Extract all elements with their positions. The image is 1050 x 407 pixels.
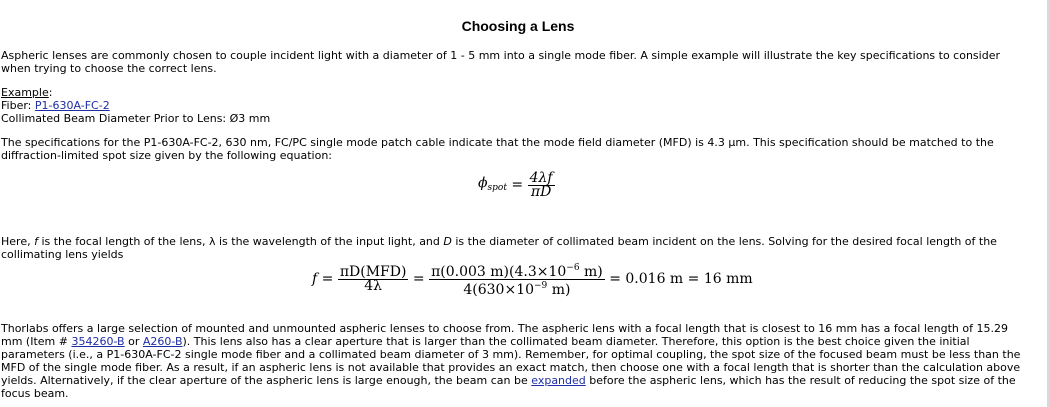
- eq2-frac1-numerator: πD(MFD): [339, 264, 407, 280]
- here-text-3: is the diameter of collimated beam incident on the lens. Solving for the desired focal length of the collimating lens yields: [1, 235, 997, 261]
- eq1-denominator: πD: [530, 184, 552, 200]
- here-text-1: Here,: [1, 235, 35, 248]
- eq2-frac2-den-a: 4(630×10: [463, 282, 535, 298]
- eq1-sub: spot: [487, 182, 507, 193]
- spec-paragraph: The specifications for the P1-630A-FC-2, 630 nm, FC/PC single mode patch cable indicate that the mode field diameter (MFD) is 4.3 µm. This specification should be matched to the diffraction-limited spot size given by the following equation:: [1, 136, 994, 162]
- example-heading: Example: [1, 86, 49, 99]
- example-fiber-line: [1, 99, 1031, 112]
- eq2-frac1-denominator: 4λ: [364, 278, 383, 294]
- eq2-frac2-numerator: [429, 262, 605, 280]
- example-block: [1, 86, 1031, 125]
- eq2-fraction-2: [429, 262, 605, 297]
- page-title: Choosing a Lens: [461, 18, 575, 34]
- here-f: f: [34, 235, 38, 248]
- focal-length-equation: [312, 262, 753, 297]
- eq2-result: = 0.016 m = 16 mm: [609, 271, 753, 287]
- thorlabs-text-3: ). This lens also has a clear aperture that is larger than the collimated beam diameter. Therefore, this option is the best choice given the initial parameters (i.e., a P1-630A-FC-2 single mode fiber and a collimated beam diameter of 3 mm). Remember, for optimal coupling, the spot size of the focused beam must be less than the MFD of the single mode fiber. As a result, if an aspheric lens is not available that provides an exact match, then choose one with a focal length that is shorter than the calculation above yields. Alternatively, if the clear aperture of the aspheric lens is large enough, the beam can be: [1, 335, 1021, 387]
- thorlabs-text-4: before the aspheric lens, which has the result of reducing the spot size of the focus beam.: [1, 374, 1016, 400]
- thorlabs-paragraph: [1, 322, 1031, 400]
- eq2-equals-1: =: [321, 271, 334, 287]
- eq1-equals: =: [511, 177, 524, 193]
- spot-size-equation: [478, 172, 555, 199]
- eq2-frac2-den-b: m): [547, 282, 571, 298]
- eq2-frac2-den-exp: −9: [534, 281, 548, 291]
- eq1-phi: ϕ: [478, 174, 488, 191]
- eq2-frac2-num-exp: −6: [566, 263, 580, 273]
- eq2-frac2-num-b: m): [579, 264, 603, 280]
- intro-paragraph: Aspheric lenses are commonly chosen to couple incident light with a diameter of 1 - 5 mm into a single mode fiber. A simple example will illustrate the key specifications to consider when trying to choose the correct lens.: [1, 49, 1000, 75]
- eq2-equals-2: =: [412, 271, 425, 287]
- fiber-link[interactable]: P1-630A-FC-2: [34, 99, 110, 112]
- here-D: D: [443, 235, 452, 248]
- thorlabs-text-1: Thorlabs offers a large selection of mounted and unmounted aspheric lenses to choose from. The aspheric lens with a focal length that is closest to 16 mm has a focal length of 15.29 mm (Item #: [1, 322, 1008, 348]
- here-paragraph: [1, 235, 1031, 261]
- eq1-fraction: [528, 172, 555, 199]
- example-heading-line: [1, 86, 1031, 99]
- expanded-link[interactable]: expanded: [531, 374, 586, 387]
- eq1-numerator: 4λf: [529, 170, 553, 186]
- here-text-2: is the focal length of the lens, λ is the wavelength of the input light, and: [37, 235, 444, 248]
- item-354260-b-link[interactable]: 354260-B: [71, 335, 125, 348]
- eq2-frac2-num-a: π(0.003 m)(4.3×10: [431, 264, 567, 280]
- fiber-label: Fiber:: [1, 99, 35, 112]
- eq1-lhs: [478, 174, 507, 195]
- example-beam-line: Collimated Beam Diameter Prior to Lens: Ø3 mm: [1, 112, 271, 125]
- eq2-fraction-1: [338, 266, 409, 293]
- eq2-frac2-denominator: [429, 280, 605, 297]
- thorlabs-text-2: or: [124, 335, 143, 348]
- eq2-lhs: f: [312, 271, 318, 287]
- item-a260-b-link[interactable]: A260-B: [142, 335, 183, 348]
- example-heading-colon: :: [48, 86, 53, 99]
